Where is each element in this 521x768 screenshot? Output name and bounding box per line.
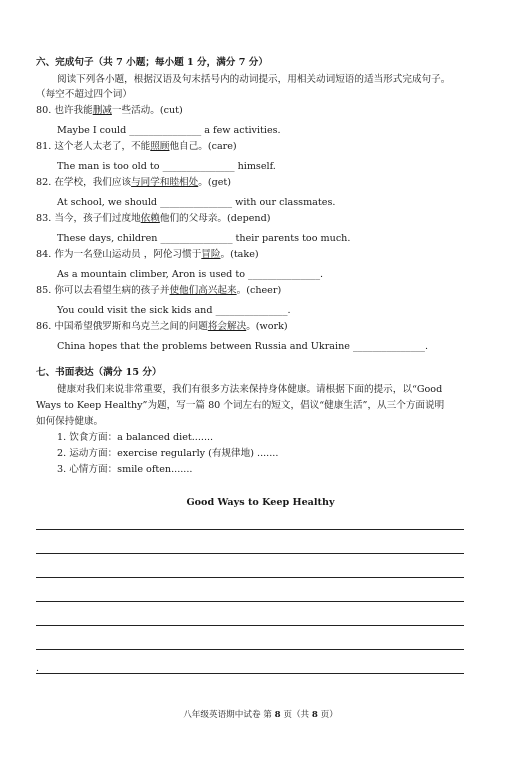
question-hint: (take) — [230, 249, 259, 260]
answer-blank[interactable]: _______________ — [248, 269, 320, 280]
exam-name: 八年级英语期中试卷 — [183, 710, 261, 720]
section6-instruction: 阅读下列各小题，根据汉语及句末括号内的动词提示，用相关动词短语的适当形式完成句子。 — [57, 74, 451, 85]
answer-sentence — [57, 341, 428, 353]
question-number: 85. — [36, 285, 52, 296]
question-zh-key: 与同学和睦相处 — [131, 177, 199, 188]
answer-sentence — [57, 269, 323, 281]
answer-blank[interactable]: _______________ — [160, 197, 233, 208]
answer-blank[interactable]: _______________ — [129, 125, 202, 136]
section6-heading: 六、完成句子（共 7 小题；每小题 1 分，满分 7 分） — [36, 57, 268, 68]
answer-blank[interactable]: _______________ — [215, 305, 288, 316]
question-zh-key: 删减 — [92, 105, 112, 116]
question-zh-pre: 在学校，我们应该 — [54, 177, 132, 188]
answer-pre: China hopes that the problems between Russia and Ukraine — [57, 341, 353, 352]
answer-sentence — [57, 125, 281, 137]
page-mid: 页（共 — [283, 710, 310, 720]
writing-line[interactable] — [36, 649, 464, 650]
page-number: 8 — [274, 710, 281, 720]
question-hint: (depend) — [227, 213, 271, 224]
line-mark: . — [36, 663, 40, 674]
question-zh-key: 依赖 — [140, 213, 160, 224]
answer-sentence — [57, 305, 291, 317]
question-prompt — [36, 285, 281, 297]
page-suffix: 页） — [320, 710, 338, 720]
question-hint: (work) — [255, 321, 288, 332]
question-prompt — [36, 177, 231, 189]
question-zh-post: 。 — [246, 321, 256, 332]
question-zh-key: 冒险 — [201, 249, 221, 260]
essay-title: Good Ways to Keep Healthy — [186, 497, 335, 508]
question-hint: (cheer) — [246, 285, 282, 296]
writing-line[interactable] — [36, 529, 464, 530]
prompt-line-1: 健康对我们来说非常重要，我们有很多方法来保持身体健康。请根据下面的提示，以“Good — [57, 384, 443, 395]
answer-post: himself. — [234, 161, 276, 172]
answer-sentence — [57, 197, 335, 209]
answer-post: . — [424, 341, 429, 352]
question-zh-key: 使他们高兴起来 — [169, 285, 237, 296]
question-zh-post: 。 — [236, 285, 247, 296]
question-number: 86. — [36, 321, 52, 332]
question-zh-post: 。 — [220, 249, 231, 260]
writing-line[interactable] — [36, 577, 464, 578]
question-number: 82. — [36, 177, 52, 188]
answer-pre: At school, we should — [57, 197, 161, 208]
question-hint: (care) — [207, 141, 237, 152]
answer-blank[interactable]: _______________ — [353, 341, 425, 352]
question-number: 84. — [36, 249, 52, 260]
question-zh-pre: 也许我能 — [54, 105, 93, 116]
answer-pre: As a mountain climber, Aron is used to — [57, 269, 249, 280]
page-total: 8 — [311, 710, 318, 720]
question-prompt — [36, 141, 237, 153]
question-zh-pre: 这个老人太老了，不能 — [54, 141, 151, 152]
answer-pre: These days, children — [57, 233, 161, 244]
question-zh-pre: 作为一名登山运动员 ，阿伦习惯于 — [54, 249, 202, 260]
answer-post: with our classmates. — [232, 197, 336, 208]
writing-line[interactable] — [36, 625, 464, 626]
section7-heading: 七、书面表达（满分 15 分） — [36, 367, 162, 378]
answer-pre: You could visit the sick kids and — [57, 305, 216, 316]
writing-line[interactable] — [36, 673, 464, 674]
question-prompt — [36, 213, 270, 225]
answer-pre: Maybe I could — [57, 125, 130, 136]
question-prompt — [36, 105, 183, 117]
question-zh-pre: 中国希望俄罗斯和乌克兰之间的问题 — [54, 321, 208, 332]
question-zh-post: 他自己。 — [169, 141, 208, 152]
question-number: 83. — [36, 213, 52, 224]
tip-mood: 3. 心情方面：smile often....... — [57, 464, 193, 475]
prompt-line-2: Ways to Keep Healthy”为题，写一篇 80 个词左右的短文，倡议“健康生活”，从三个方面说明 — [36, 400, 445, 411]
answer-blank[interactable]: _______________ — [162, 161, 235, 172]
question-zh-pre: 当今，孩子们过度地 — [54, 213, 141, 224]
answer-post: . — [287, 305, 291, 316]
answer-post: their parents too much. — [232, 233, 351, 244]
page-footer — [0, 710, 521, 720]
question-prompt — [36, 249, 259, 261]
question-prompt — [36, 321, 288, 333]
question-zh-key: 照顾 — [150, 141, 170, 152]
answer-sentence — [57, 233, 350, 245]
question-zh-post: 。 — [198, 177, 208, 188]
section6-note: （每空不超过四个词） — [36, 89, 132, 100]
question-zh-pre: 你可以去看望生病的孩子并 — [54, 285, 170, 296]
question-hint: (get) — [207, 177, 231, 188]
question-zh-post: 他们的父母亲。 — [159, 213, 228, 224]
answer-pre: The man is too old to — [57, 161, 163, 172]
tip-diet: 1. 饮食方面：a balanced diet....... — [57, 432, 214, 443]
writing-line[interactable] — [36, 553, 464, 554]
question-zh-post: 一些活动。 — [111, 105, 160, 116]
answer-post: a few activities. — [201, 125, 281, 136]
prompt-line-3: 如何保持健康。 — [36, 416, 104, 427]
writing-line[interactable] — [36, 601, 464, 602]
answer-post: . — [320, 269, 324, 280]
question-number: 81. — [36, 141, 52, 152]
question-hint: (cut) — [159, 105, 183, 116]
question-zh-key: 将会解决 — [207, 321, 247, 332]
answer-sentence — [57, 161, 276, 173]
tip-exercise: 2. 运动方面：exercise regularly (有规律地) ....... — [57, 448, 279, 459]
question-number: 80. — [36, 105, 52, 116]
page-prefix: 第 — [263, 710, 272, 720]
answer-blank[interactable]: _______________ — [160, 233, 233, 244]
